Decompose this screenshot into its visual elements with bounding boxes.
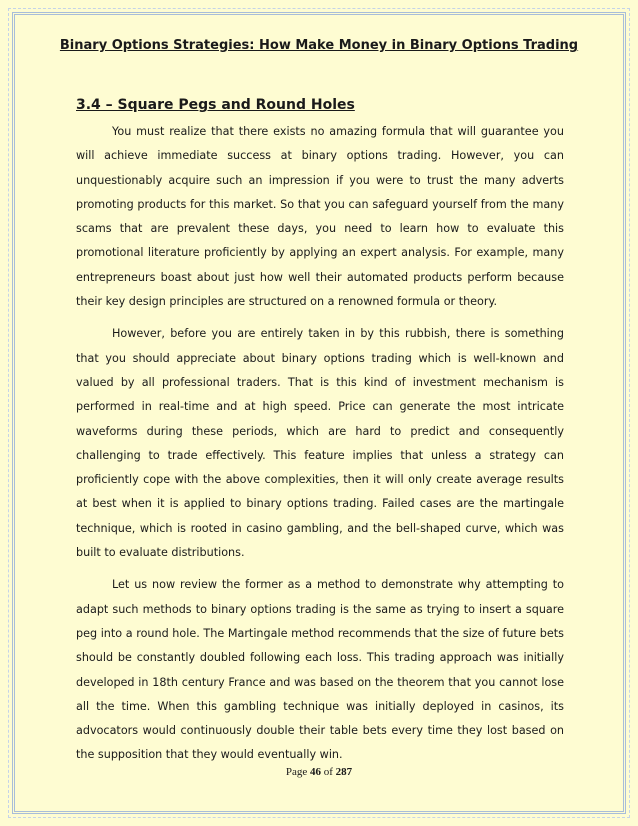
paragraph-3: Let us now review the former as a method to demonstrate why attempting to adapt such methods to binary options trading is the same as trying to insert a square peg into a round hole. The Martingale method recommends that the size of future bets should be constantly doubled following each loss. This trading approach was initially developed in 18th century France and was based on the theorem that you cannot lose all the time. When this gambling technique was initially deployed in casinos, its advocators would continuously double their table bets every time they lost based on the supposition that they would eventually win. <box>76 578 564 762</box>
paragraph-1: You must realize that there exists no amazing formula that will guarantee you will achieve immediate success at binary options trading. However, you can unquestionably acquire such an impression if you were to trust the many adverts promoting products for this market. So that you can safeguard yourself from the many scams that are prevalent these days, you need to learn how to evaluate this promotional literature proficiently by applying an expert analysis. For example, many entrepreneurs boast about just how well their automated products perform because their key design principles are structured on a renowned formula or theory. <box>76 125 564 309</box>
total-pages: 287 <box>335 766 353 778</box>
page-label: Page <box>285 766 308 778</box>
paragraph-2: However, before you are entirely taken in by this rubbish, there is something that you should appreciate about binary options trading which is well-known and valued by all professional traders. That is this kind of investment mechanism is performed in real-time and at high speed. Price can generate the most intricate waveforms during these periods, which are hard to predict and consequently challenging to trade effectively. This feature implies that unless a strategy can proficiently cope with the above complexities, then it will only create average results at best when it is applied to binary options trading. Failed cases are the martingale technique, which is rooted in casino gambling, and the bell-shaped curve, which was built to evaluate distributions. <box>76 327 564 560</box>
page-content <box>76 97 564 776</box>
section-heading: 3.4 – Square Pegs and Round Holes <box>76 97 355 113</box>
page-footer <box>0 766 638 778</box>
page-number: 46 <box>309 766 321 778</box>
of-label: of <box>323 766 333 778</box>
running-header-title: Binary Options Strategies: How Make Money in Binary Options Trading <box>59 38 579 53</box>
